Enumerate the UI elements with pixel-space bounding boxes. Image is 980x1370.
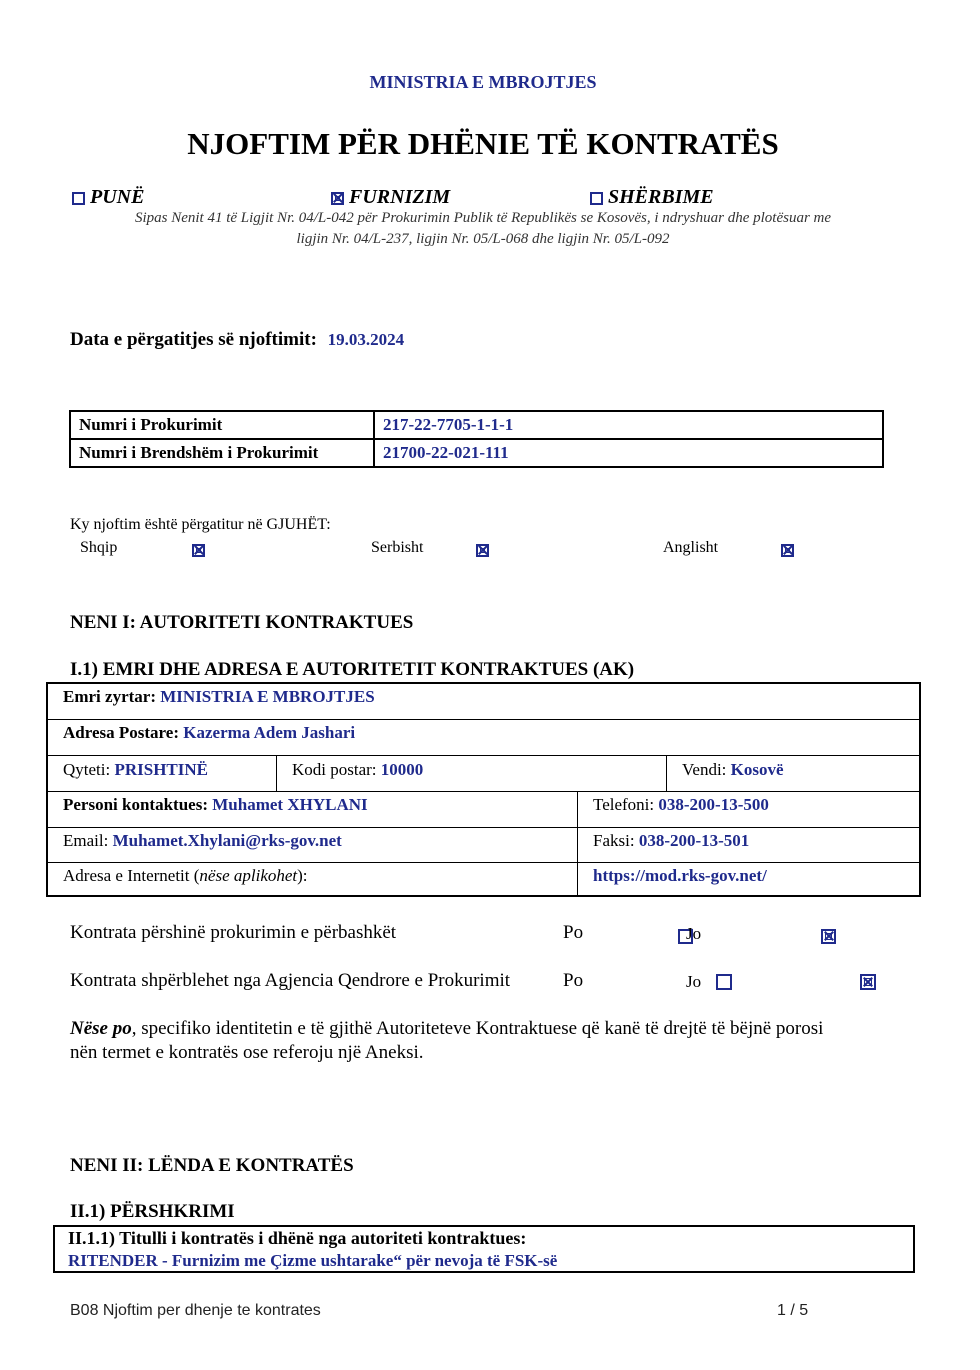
table-row <box>48 756 919 792</box>
contract-title-box <box>53 1225 915 1273</box>
official-name-value: MINISTRIA E MBROJTJES <box>160 687 375 706</box>
checkbox-checked-icon[interactable] <box>821 929 836 944</box>
joint-note-line1: , specifiko identitetin e të gjithë Autoriteteve Kontraktuese që kanë të drejtë të bëjnë porosi <box>131 1018 824 1039</box>
fax-value: 038-200-13-501 <box>638 831 750 850</box>
internet-hint: nëse aplikohet <box>199 866 298 885</box>
official-name-label: Emri zyrtar <box>63 687 151 706</box>
checkbox-checked-icon[interactable] <box>781 544 794 557</box>
section2-subheading: II.1) PËRSHKRIMI <box>70 1201 235 1222</box>
table-row: Personi kontaktues: Muhamet XHYLANI Telefoni: 038-200-13-500 <box>48 792 919 828</box>
section1-subheading: I.1) EMRI DHE ADRESA E AUTORITETIT KONTRAKTUES (AK) <box>70 659 635 680</box>
internet-link[interactable]: https://mod.rks-gov.net/ <box>593 866 767 885</box>
checkbox-unchecked-icon[interactable] <box>72 192 85 205</box>
internet-label: Adresa e Internetit <box>63 866 190 885</box>
prep-date-label: Data e përgatitjes së njoftimit: <box>70 329 317 350</box>
place-value: Kosovë <box>730 760 784 779</box>
authority-box <box>46 682 921 897</box>
procurement-table <box>69 410 884 468</box>
prep-date-value: 19.03.2024 <box>327 330 405 349</box>
table-row <box>70 411 883 439</box>
q1-no-label: Jo <box>686 924 702 943</box>
type-furnizim <box>331 186 450 209</box>
type-sherbime-label: SHËRBIME <box>608 186 714 208</box>
city-label: Qyteti: <box>63 760 111 779</box>
type-pune <box>72 186 144 209</box>
type-sherbime <box>590 186 714 209</box>
address-label: Adresa Postare <box>63 723 174 742</box>
legal-basis-line1: Sipas Nenit 41 të Ligjit Nr. 04/L-042 për Prokurimin Publik të Republikës se Kosovës, i ndryshuar dhe plotësuar me <box>134 210 832 226</box>
checkbox-unchecked-icon[interactable] <box>716 974 732 990</box>
footer-doc-name: B08 Njoftim per dhenje te kontrates <box>70 1302 321 1319</box>
contract-title-value: RITENDER - Furnizim me Çizme ushtarake“ për nevoja të FSK-së <box>68 1251 558 1270</box>
fax-label: Faksi: <box>593 831 635 850</box>
postal-value: 10000 <box>380 760 424 779</box>
languages-intro: Ky njoftim është përgatitur në GJUHËT: <box>70 516 331 533</box>
q2-yes-label: Po <box>563 970 584 991</box>
footer-page-number: 1 / 5 <box>777 1302 809 1319</box>
city-value: PRISHTINË <box>114 760 208 779</box>
language-serbisht <box>371 539 423 557</box>
language-shqip <box>80 539 117 557</box>
type-furnizim-label: FURNIZIM <box>349 186 451 208</box>
page-title: NJOFTIM PËR DHËNIE TË KONTRATËS <box>187 126 779 161</box>
phone-value: 038-200-13-500 <box>658 795 769 814</box>
postal-label: Kodi postar: <box>292 760 377 779</box>
internal-number-label: Numri i Brendshëm i Prokurimit <box>70 439 374 467</box>
phone-label: Telefoni: <box>593 795 655 814</box>
central-agency-question: Kontrata shpërblehet nga Agjencia Qendrore e Prokurimit <box>70 970 511 991</box>
checkbox-checked-icon[interactable] <box>860 974 876 990</box>
table-row <box>70 439 883 467</box>
table-row: Adresa Postare: Kazerma Adem Jashari <box>48 720 919 756</box>
address-value: Kazerma Adem Jashari <box>183 723 356 742</box>
checkbox-checked-icon[interactable] <box>331 192 344 205</box>
contact-label: Personi kontaktues <box>63 795 203 814</box>
checkbox-checked-icon[interactable] <box>476 544 489 557</box>
prep-date <box>70 329 404 351</box>
language-serbisht-label: Serbisht <box>371 539 424 556</box>
table-row: Adresa e Internetit (nëse aplikohet): https://mod.rks-gov.net/ <box>48 863 919 897</box>
procurement-number-label: Numri i Prokurimit <box>70 411 374 439</box>
internal-number-value: 21700-22-021-111 <box>374 439 883 467</box>
joint-procurement-question: Kontrata përshinë prokurimin e përbashkët <box>70 922 397 943</box>
email-value[interactable]: Muhamet.Xhylani@rks-gov.net <box>112 831 342 850</box>
email-label: Email: <box>63 831 109 850</box>
q2-no-label: Jo <box>686 972 702 991</box>
checkbox-checked-icon[interactable] <box>192 544 205 557</box>
q1-yes-label: Po <box>563 922 584 943</box>
language-shqip-label: Shqip <box>80 539 118 556</box>
contract-title-label: II.1.1) Titulli i kontratës i dhënë nga autoriteti kontraktues: <box>68 1228 527 1248</box>
section2-heading: NENI II: LËNDA E KONTRATËS <box>70 1155 354 1176</box>
legal-basis-line2: ligjin Nr. 04/L-237, ligjin Nr. 05/L-068 dhe ligjin Nr. 05/L-092 <box>296 231 670 247</box>
checkbox-unchecked-icon[interactable] <box>590 192 603 205</box>
place-label: Vendi: <box>682 760 727 779</box>
table-row <box>48 828 919 863</box>
contact-value: Muhamet XHYLANI <box>212 795 368 814</box>
joint-note-line2: nën termet e kontratës ose referoju një Aneksi. <box>70 1042 424 1063</box>
type-pune-label: PUNË <box>90 186 145 208</box>
joint-note-bold: Nëse po <box>70 1018 132 1039</box>
section1-heading: NENI I: AUTORITETI KONTRAKTUES <box>70 612 414 633</box>
joint-note <box>70 1017 910 1065</box>
ministry-name: MINISTRIA E MBROJTJES <box>369 72 597 92</box>
language-anglisht-label: Anglisht <box>663 539 719 556</box>
table-row: Emri zyrtar: MINISTRIA E MBROJTJES <box>48 684 919 720</box>
procurement-number-value: 217-22-7705-1-1-1 <box>374 411 883 439</box>
language-anglisht <box>663 539 718 557</box>
